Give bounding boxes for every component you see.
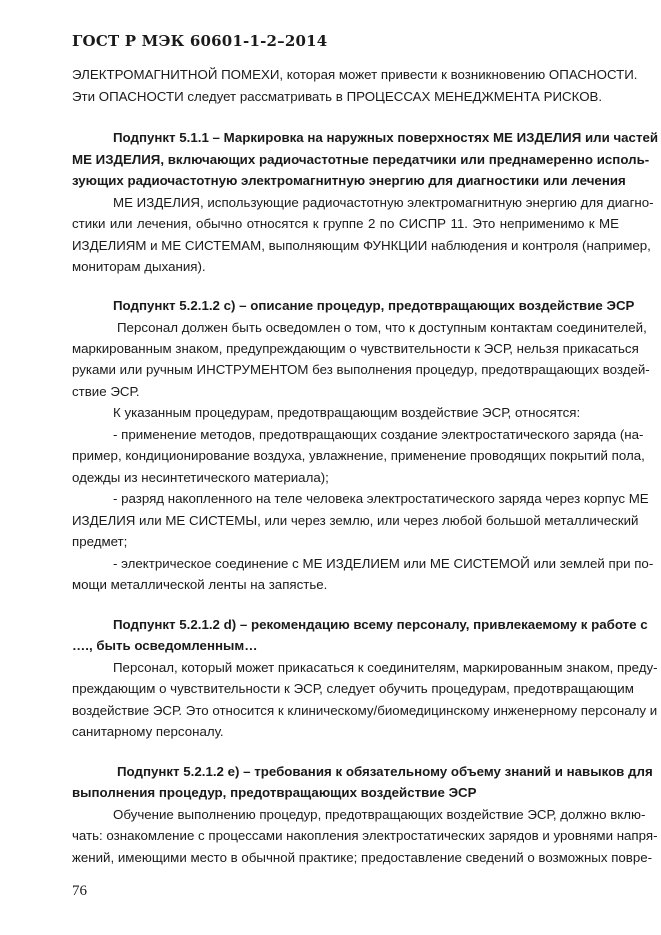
paragraph-line: воздействие ЭСР. Это относится к клиническому/биомедицинскому инженерному персоналу и — [72, 703, 658, 718]
paragraph-line: Обучение выполнению процедур, предотвращающих воздействие ЭСР, должно вклю- — [113, 807, 646, 822]
paragraph-line: санитарному персоналу. — [72, 724, 224, 739]
list-item-line: ИЗДЕЛИЯ или МЕ СИСТЕМЫ, или через землю, или через любой большой металлический — [72, 513, 639, 528]
intro-line: ЭЛЕКТРОМАГНИТНОЙ ПОМЕХИ, которая может привести к возникновению ОПАСНОСТИ. — [72, 67, 638, 82]
page-number: 76 — [72, 883, 87, 899]
paragraph-line: жений, имеющими место в обычной практике; предоставление сведений о возможных повре- — [72, 850, 653, 865]
paragraph-line: руками или ручным ИНСТРУМЕНТОМ без выполнения процедур, предотвращающих воздей- — [72, 362, 650, 377]
section-heading: зующих радиочастотную электромагнитную энергию для диагностики или лечения — [72, 173, 626, 188]
list-item-line: - применение методов, предотвращающих создание электростатического заряда (на- — [113, 427, 644, 442]
section-heading: …., быть осведомленным… — [72, 638, 258, 653]
paragraph-line: Персонал должен быть осведомлен о том, что к доступным контактам соединителей, — [117, 320, 647, 335]
section-heading: выполнения процедур, предотвращающих воздействие ЭСР — [72, 785, 477, 800]
list-item-line: - разряд накопленного на теле человека электростатического заряда через корпус МЕ — [113, 491, 649, 506]
list-item-line: мощи металлической ленты на запястье. — [72, 577, 328, 592]
paragraph-line: чать: ознакомление с процессами накопления электростатических зарядов и уровнями напря- — [72, 828, 658, 843]
section-heading: МЕ ИЗДЕЛИЯ, включающих радиочастотные передатчики или преднамеренно исполь- — [72, 152, 650, 167]
document-header: ГОСТ Р МЭК 60601-1-2–2014 — [72, 32, 328, 50]
list-item-line: предмет; — [72, 534, 128, 549]
paragraph-line: маркированным знаком, предупреждающим о чувствительности к ЭСР, нельзя прикасаться — [72, 341, 639, 356]
section-heading: Подпункт 5.2.1.2 d) – рекомендацию всему персоналу, привлекаемому к работе с — [113, 617, 648, 632]
paragraph-line: стики или лечения, обычно относятся к группе 2 по СИСПР 11. Это неприменимо к МЕ — [72, 216, 619, 231]
paragraph-line: МЕ ИЗДЕЛИЯ, использующие радиочастотную электромагнитную энергию для диагно- — [113, 195, 654, 210]
paragraph-line: К указанным процедурам, предотвращающим воздействие ЭСР, относятся: — [113, 405, 581, 420]
intro-line: Эти ОПАСНОСТИ следует рассматривать в ПРОЦЕССАХ МЕНЕДЖМЕНТА РИСКОВ. — [72, 89, 603, 104]
section-heading: Подпункт 5.1.1 – Маркировка на наружных поверхностях МЕ ИЗДЕЛИЯ или частей — [113, 130, 659, 145]
paragraph-line: Персонал, который может прикасаться к соединителям, маркированным знаком, преду- — [113, 660, 658, 675]
section-heading: Подпункт 5.2.1.2 с) – описание процедур, предотвращающих воздействие ЭСР — [113, 298, 635, 313]
section-heading: Подпункт 5.2.1.2 е) – требования к обязательному объему знаний и навыков для — [117, 764, 653, 779]
paragraph-line: ствие ЭСР. — [72, 384, 140, 399]
paragraph-line: ИЗДЕЛИЯМ и МЕ СИСТЕМАМ, выполняющим ФУНКЦИИ наблюдения и контроля (например, — [72, 238, 651, 253]
paragraph-line: мониторам дыхания). — [72, 259, 206, 274]
list-item-line: пример, кондиционирование воздуха, увлажнение, применение проводящих покрытий пола, — [72, 448, 645, 463]
paragraph-line: преждающим о чувствительности к ЭСР, следует обучить процедурам, предотвращающим — [72, 681, 634, 696]
list-item-line: - электрическое соединение с МЕ ИЗДЕЛИЕМ или МЕ СИСТЕМОЙ или землей при по- — [113, 556, 654, 571]
list-item-line: одежды из несинтетического материала); — [72, 470, 329, 485]
